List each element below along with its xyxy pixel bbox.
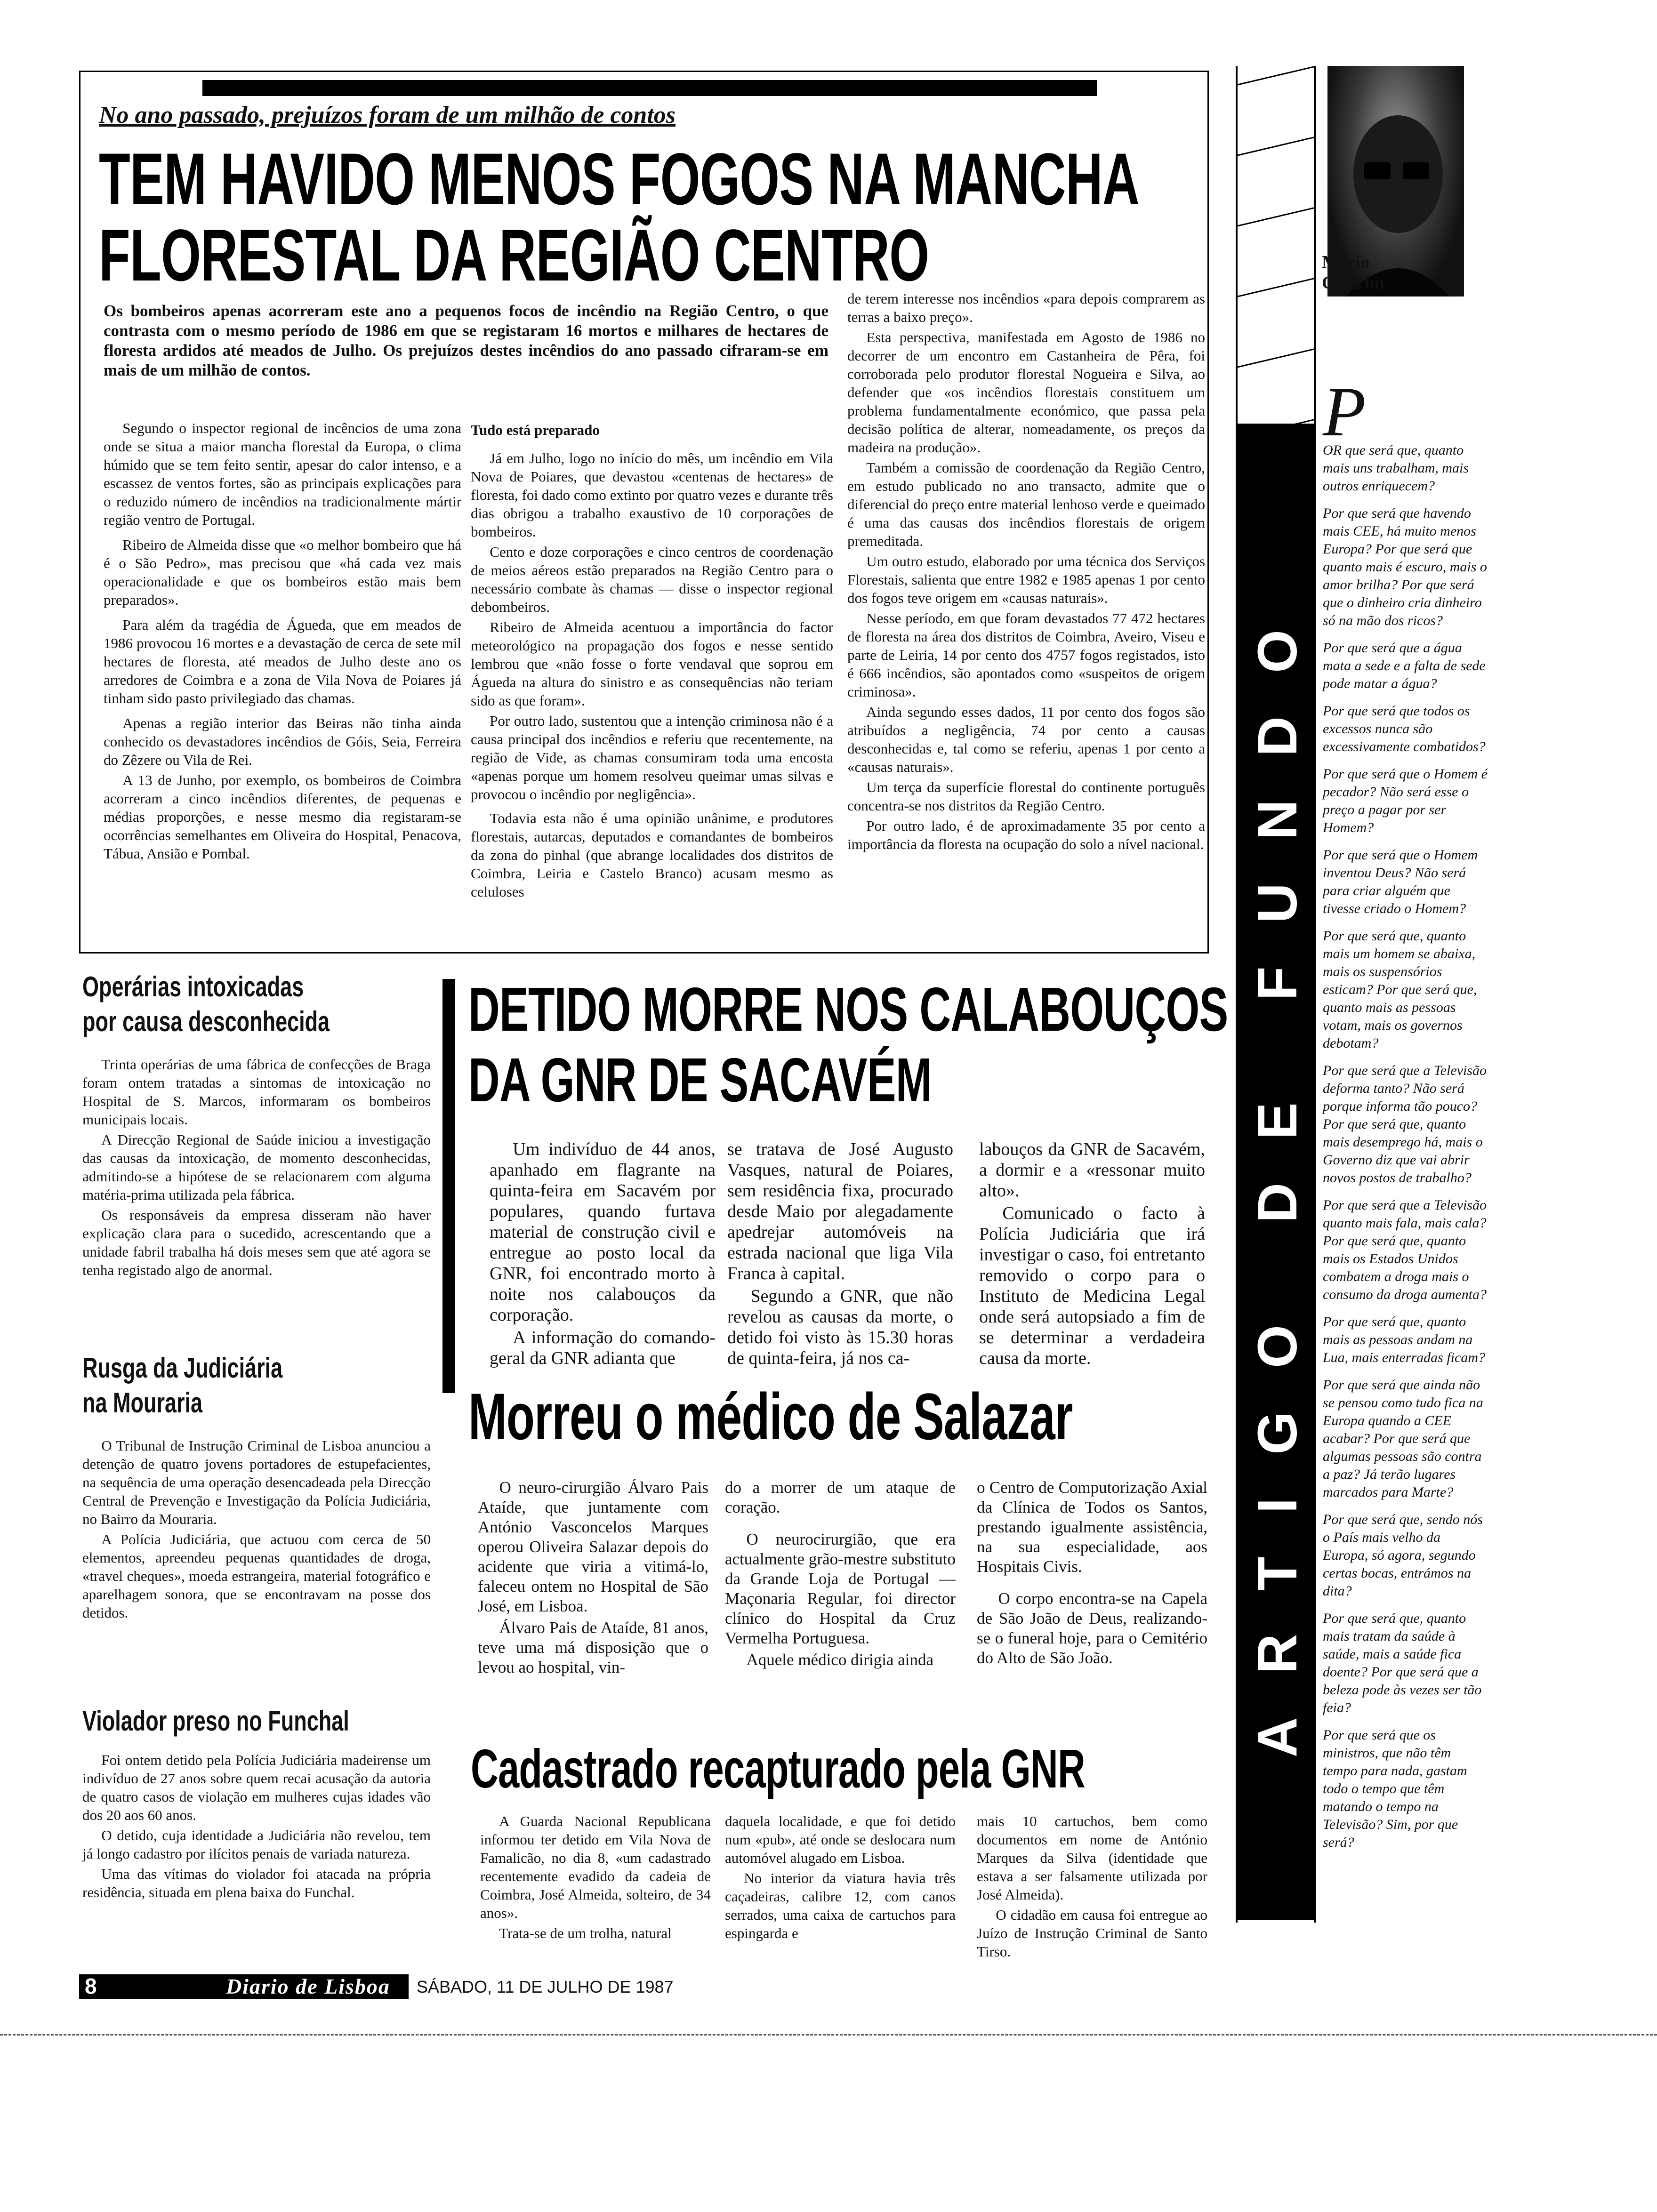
brief-rusga <box>82 1351 431 1624</box>
brief2-title-line2: na Mouraria <box>82 1387 203 1419</box>
opinion-p12: Por que será que, quanto mais tratam da saúde à saúde, mais a saúde fica doente? Por que será que a beleza pode às vezes ser tão feia? <box>1323 1611 1482 1715</box>
brief2-p2: A Polícia Judiciária, que actuou com cerca de 50 elementos, apreendeu pequenas quantidades de droga, «travel cheques», moeda estrangeira, material fotográfico e aparelhagem sonora, que se encontravam na posse dos detidos. <box>82 1531 431 1621</box>
opinion-p3: Por que será que todos os excessos nunca são excessivamente combatidos? <box>1323 703 1486 754</box>
opinion-p6: Por que será que, quanto mais um homem se abaixa, mais os suspensórios esticam? Por que será que, quanto mais as pessoas votam, mais os governos debotam? <box>1323 928 1477 1051</box>
opinion-p9: Por que será que, quanto mais as pessoas andam na Lua, mais enterradas ficam? <box>1323 1314 1485 1365</box>
cadastrado-col1 <box>480 1812 711 1944</box>
cadastrado-col3-p2: O cidadão em causa foi entregue ao Juízo de Instrução Criminal de Santo Tirso. <box>977 1907 1207 1960</box>
medico-col2-p2: O neurocirurgião, que era actualmente grão-mestre substituto da Grande Loja de Portugal — Maçonaria Regular, foi director clínico do Hospital da Cruz Vermelha Portuguesa. <box>725 1530 956 1647</box>
author-name-line2: Castrim <box>1322 273 1384 293</box>
detido-col1-p2: A informação do comando-geral da GNR adianta que <box>490 1328 716 1368</box>
medico-col3-p1: o Centro de Computorização Axial da Clínica de Todos os Santos, prestando igualmente assistência, na sua especialidade, aos Hospitais Civis. <box>977 1478 1207 1576</box>
lead-col1 <box>104 419 461 865</box>
opinion-p8: Por que será que a Televisão quanto mais fala, mais cala? Por que será que, quanto mais os Estados Unidos combatem a droga mais o consumo da droga aumenta? <box>1323 1197 1487 1302</box>
brief-operarias <box>82 970 431 1281</box>
detido-col1-p1: Um indivíduo de 44 anos, apanhado em flagrante na quinta-feira em Sacavém por populares, quando furtava material de construção civil e entregue ao posto local da GNR, foi encontrado morto à noite nos calabouços da corporação. <box>490 1139 716 1325</box>
brief2-p1: O Tribunal de Instrução Criminal de Lisboa anunciou a detenção de quatro jovens portadores de estupefacientes, na sequência de uma operação desencadeada pela Direcção Central de Prevenção e Investigação da Polícia Judiciária, no Bairro da Mouraria. <box>82 1437 431 1527</box>
lead-col1-p4: Apenas a região interior das Beiras não tinha ainda conhecido os devastadores incêndios de Góis, Seia, Ferreira do Zêzere ou Vila de Rei. <box>104 715 461 768</box>
cadastrado-col2-p2: No interior da viatura havia três caçadeiras, calibre 12, com canos serrados, uma caixa de cartuchos para espingarda e <box>725 1870 956 1941</box>
medico-col1-p1: O neuro-cirurgião Álvaro Pais Ataíde, que juntamente com António Vasconcelos Marques operou Oliveira Salazar depois do acidente que viria a vitimá-lo, faleceu ontem no Hospital de São José, em Lisboa. <box>478 1478 708 1615</box>
opinion-p4: Por que será que o Homem é pecador? Não será esse o preço a pagar por ser Homem? <box>1323 766 1488 835</box>
brief-violador <box>82 1704 431 1903</box>
detido-col2-p1: se tratava de José Augusto Vasques, natural de Poiares, sem residência fixa, procurado desde Maio por alegadamente apedrejar automóveis na estrada nacional que liga Vila Franca à capital. <box>727 1139 953 1283</box>
opinion-drop-cap: P <box>1323 373 1366 451</box>
cadastrado-col2-p1: daquela localidade, e que foi detido num «pub», até onde se deslocara num automóvel alugado em Lisboa. <box>725 1813 956 1866</box>
opinion-first-para: OR que será que, quanto mais uns trabalham, mais outros enriquecem? <box>1323 442 1469 494</box>
footer-masthead: Diario de Lisboa <box>226 1974 390 1998</box>
footer-date: SÁBADO, 11 DE JULHO DE 1987 <box>417 1977 674 1996</box>
lead-col2-p3: Ribeiro de Almeida acentuou a importância do factor meteorológico na propagação dos fogos e nesse sentido lembrou que «não fosse o forte vendaval que soprou em Águeda na altura do sinistro e as consequências não teriam sido as que foram». <box>471 619 833 709</box>
lead-col3-p5: Nesse período, em que foram devastados 77 472 hectares de floresta na área dos distritos de Coimbra, Aveiro, Viseu e parte de Leiria, 14 por cento dos 4757 fogos registados, isto é 666 incêndios, são apontados como «suspeitos de origem criminosa». <box>847 610 1205 700</box>
cadastrado-col1-p2: Trata-se de um trolha, natural <box>499 1925 672 1941</box>
lead-col2-p4: Por outro lado, sustentou que a intenção criminosa não é a causa principal dos incêndios e referiu que recentemente, na região de Vide, as chamas consumiram toda uma encosta «apenas porque um homem resolveu queimar umas silvas e provocou o incêndio por negligência». <box>471 713 833 802</box>
detido-col1 <box>490 1139 716 1370</box>
lead-col2 <box>471 419 833 903</box>
lead-col3-p1: de terem interesse nos incêndios «para depois comprarem as terras a baixo preço». <box>847 290 1205 325</box>
author-name-line1: Mário <box>1322 252 1370 272</box>
lead-col1-p1: Segundo o inspector regional de incêncios de uma zona onde se situa a maior mancha florestal da Europa, o clima húmido que se tem feito sentir, apesar do calor intenso, e a escassez de ventos fortes, são as principais explicações para o reduzido número de incêndios na tradicionalmente mártir região ventro de Portugal. <box>104 420 461 528</box>
lead-title-line1: TEM HAVIDO MENOS FOGOS NA MANCHA <box>99 138 1140 220</box>
lead-col1-p3: Para além da tragédia de Águeda, que em meados de 1986 provocou 16 mortes e a devastação de cerca de sete mil hectares de floresta, até meados de Julho deste ano os arredores de Coimbra e a zona de Vila Nova de Poiares já tinham sido pasto privilegiado das chamas. <box>104 617 461 706</box>
opinion-p5: Por que será que o Homem inventou Deus? Não será para criar alguém que tivesse criado o Homem? <box>1323 847 1478 916</box>
lead-col1-p2: Ribeiro de Almeida disse que «o melhor bombeiro que há é o São Pedro», mas precisou que «há cada vez mais operacionalidade e que os bombeiros estão mais bem preparados». <box>104 537 461 608</box>
detido-col2 <box>727 1139 953 1370</box>
bottom-rule <box>0 2034 1657 2036</box>
detido-col2-p2: Segundo a GNR, que não revelou as causas da morte, o detido foi visto às 15.30 horas de quinta-feira, já nos ca- <box>727 1286 953 1368</box>
lead-title-line2: FLORESTAL DA REGIÃO CENTRO <box>99 215 929 297</box>
opinion-p10: Por que será que ainda não se pensou como tudo fica na Europa quando a CEE acabar? Por que será que algumas pessoas são contra a paz? Já terão lugares marcados para Marte? <box>1323 1377 1483 1500</box>
brief1-title-line2: por causa desconhecida <box>82 1006 330 1037</box>
detido-col3-p2: Comunicado o facto à Polícia Judiciária que irá investigar o caso, foi entretanto removido o corpo para o Instituto de Medicina Legal onde será autopsiado a fim de se determinar a verdadeira causa da morte. <box>979 1203 1205 1368</box>
detido-title-line1: DETIDO MORRE NOS CALABOUÇOS <box>468 975 1228 1044</box>
lead-col1-p5: A 13 de Junho, por exemplo, os bombeiros de Coimbra acorreram a cinco incêndios diferentes, de pequenas e médias proporções, e nesse mesmo dia registaram-se ocorrências semelhantes em Oliveira do Hospital, Penacova, Tábua, Ansião e Pombal. <box>104 772 461 862</box>
opinion-p7: Por que será que a Televisão deforma tanto? Não será porque informa tão pouco? Por que será que, quanto mais desemprego há, mais o Governo diz que vai abrir novos postos de trabalho? <box>1323 1063 1487 1186</box>
detido-black-rule <box>442 979 455 1393</box>
lead-col3-p7: Um terça da superfície florestal do continente português concentra-se nos distritos da Região Centro. <box>847 779 1205 814</box>
brief3-title: Violador preso no Funchal <box>82 1705 349 1737</box>
brief1-title-line1: Operárias intoxicadas <box>82 971 304 1002</box>
opinion-p2: Por que será que a água mata a sede e a falta de sede pode matar a água? <box>1323 640 1486 691</box>
medico-col2 <box>725 1478 956 1672</box>
lead-col3-p3: Também a comissão de coordenação da Região Centro, em estudo publicado no ano transacto, admite que o diferencial do preço entre material lenhoso verde e queimado é uma das causas dos incêndios florestais de origem premeditada. <box>847 459 1205 549</box>
opinion-p13: Por que será que os ministros, que não têm tempo para nada, gastam todo o tempo que têm matando o tempo na Televisão? Sim, por que será? <box>1323 1727 1467 1850</box>
opinion-vertical-band <box>1236 66 1316 1923</box>
medico-col1 <box>478 1478 708 1679</box>
brief3-p1: Foi ontem detido pela Polícia Judiciária madeirense um indivíduo de 27 anos sobre quem recai acusação da autoria de quatro casos de violação em mulheres cujas idades vão dos 20 aos 60 anos. <box>82 1752 431 1823</box>
lead-col2-subhead: Tudo está preparado <box>471 422 600 438</box>
cadastrado-col3-p1: mais 10 cartuchos, bem como documentos em nome de António Marques da Silva (identidade que estava a ser falsamente utilizada por José Almeida). <box>977 1813 1207 1903</box>
lead-col3 <box>847 289 1205 855</box>
kicker-bar <box>202 80 1097 96</box>
author-name <box>1322 252 1384 293</box>
brief2-title-line1: Rusga da Judiciária <box>82 1352 283 1384</box>
lead-col3-p8: Por outro lado, é de aproximadamente 35 por cento a importância da floresta na ocupação do solo a nível nacional. <box>847 817 1205 852</box>
cadastrado-col1-p1: A Guarda Nacional Republicana informou ter detido em Vila Nova de Famalicão, no dia 8, «um cadastrado recentemente evadido da cadeia de Coimbra, José Almeida, solteiro, de 34 anos». <box>480 1813 711 1921</box>
medico-col3-p2: O corpo encontra-se na Capela de São João de Deus, realizando-se o funeral hoje, para o Cemitério do Alto de São João. <box>977 1589 1207 1667</box>
lead-col2-p2: Cento e doze corporações e cinco centros de coordenação de meios aéreos estão preparados na Região Centro para o necessário combate às chamas — disse o inspector regional debombeiros. <box>471 544 833 615</box>
opinion-p1: Por que será que havendo mais CEE, há muito menos Europa? Por que será que quanto mais é escuro, mais o amor brilha? Por que será que o dinheiro cria dinheiro só na mão dos ricos? <box>1323 505 1487 628</box>
medico-title: Morreu o médico de Salazar <box>468 1379 1073 1453</box>
lead-col3-p4: Um outro estudo, elaborado por uma técnica dos Serviços Florestais, salienta que entre 1982 e 1985 apenas 1 por cento dos fogos teve origem em «causas naturais». <box>847 553 1205 606</box>
brief1-p1: Trinta operárias de uma fábrica de confecções de Braga foram ontem tratadas a sintomas de intoxicação no Hospital de S. Marcos, informaram os bombeiros municipais locais. <box>82 1056 431 1128</box>
cadastrado-col2 <box>725 1812 956 1944</box>
cadastrado-col3 <box>977 1812 1207 1963</box>
lead-col2-p1: Já em Julho, logo no início do mês, um incêndio em Vila Nova de Poiares, que devastou «centenas de hectares» de floresta, foi dado como extinto por quatro vezes e durante três dias obrigou a trabalho exaustivo de 10 corporações de bombeiros. <box>471 450 833 540</box>
brief1-p3: Os responsáveis da empresa disseram não haver explicação clara para o sucedido, acrescentando que a unidade fabril trabalha há dois meses sem que até agora se tenha registado algo de anormal. <box>82 1207 431 1278</box>
medico-col2-p3: Aquele médico dirigia ainda <box>746 1651 933 1669</box>
detido-col3 <box>979 1139 1205 1370</box>
footer-page-number: 8 <box>85 1974 97 1998</box>
medico-col1-p2: Álvaro Pais de Ataíde, 81 anos, teve uma má disposição que o levou ao hospital, vin- <box>478 1619 708 1676</box>
opinion-p11: Por que será que, sendo nós o País mais velho da Europa, só agora, segundo certas bocas, entrámos na dita? <box>1323 1512 1483 1599</box>
lead-standfirst: Os bombeiros apenas acorreram este ano a pequenos focos de incêndio na Região Centro, o que contrasta com o mesmo período de 1986 em que se registaram 16 mortos e milhares de hectares de floresta ardidos até meados de Julho. Os prejuízos destes incêndios do ano passado cifraram-se em mais de um milhão de contos. <box>104 302 828 379</box>
opinion-text <box>1323 373 1488 1861</box>
medico-col3 <box>977 1478 1207 1670</box>
detido-col3-p1: labouços da GNR de Sacavém, a dormir e a «ressonar muito alto». <box>979 1139 1205 1201</box>
lead-col3-p6: Ainda segundo esses dados, 11 por cento dos fogos são atribuídos a negligência, 74 por cento a causas desconhecidas e, tal como se referiu, apenas 1 por cento a «causas naturais». <box>847 704 1205 775</box>
lead-col2-p5: Todavia esta não é uma opinião unânime, e produtores florestais, autarcas, deputados e comandantes de bombeiros da zona do pinhal (que abrange localidades dos distritos de Coimbra, Leiria e Castelo Branco) acusam mesmo as celuloses <box>471 810 833 900</box>
brief3-p3: Uma das vítimas do violador foi atacada na própria residência, situada em plena baixa do Funchal. <box>82 1866 431 1900</box>
lead-col3-p2: Esta perspectiva, manifestada em Agosto de 1986 no decorrer de um encontro em Castanheira de Pêra, foi corroborada pelo produtor florestal Nogueira e Silva, ao defender que «os incêndios florestais constituem um problema fundamentalmente económico, que passa pela decisão política de alterar, nomeadamente, os preços da madeira na produção». <box>847 329 1205 456</box>
detido-title-line2: DA GNR DE SACAVÉM <box>468 1045 932 1114</box>
medico-col2-p1: do a morrer de um ataque de coração. <box>725 1478 956 1516</box>
brief1-p2: A Direcção Regional de Saúde iniciou a investigação das causas da intoxicação, de momento desconhecidas, admitindo-se a hipótese de se relacionarem com alguma matéria-prima utilizada pela fábrica. <box>82 1131 431 1203</box>
brief3-p2: O detido, cuja identidade a Judiciária não revelou, tem já longo cadastro por ilícitos penais de variada natureza. <box>82 1827 431 1862</box>
opinion-section-label: ARTIGO DE FUNDO <box>1247 586 1309 1757</box>
kicker: No ano passado, prejuízos foram de um milhão de contos <box>99 102 676 128</box>
cadastrado-title: Cadastrado recapturado pela GNR <box>471 1738 1085 1799</box>
